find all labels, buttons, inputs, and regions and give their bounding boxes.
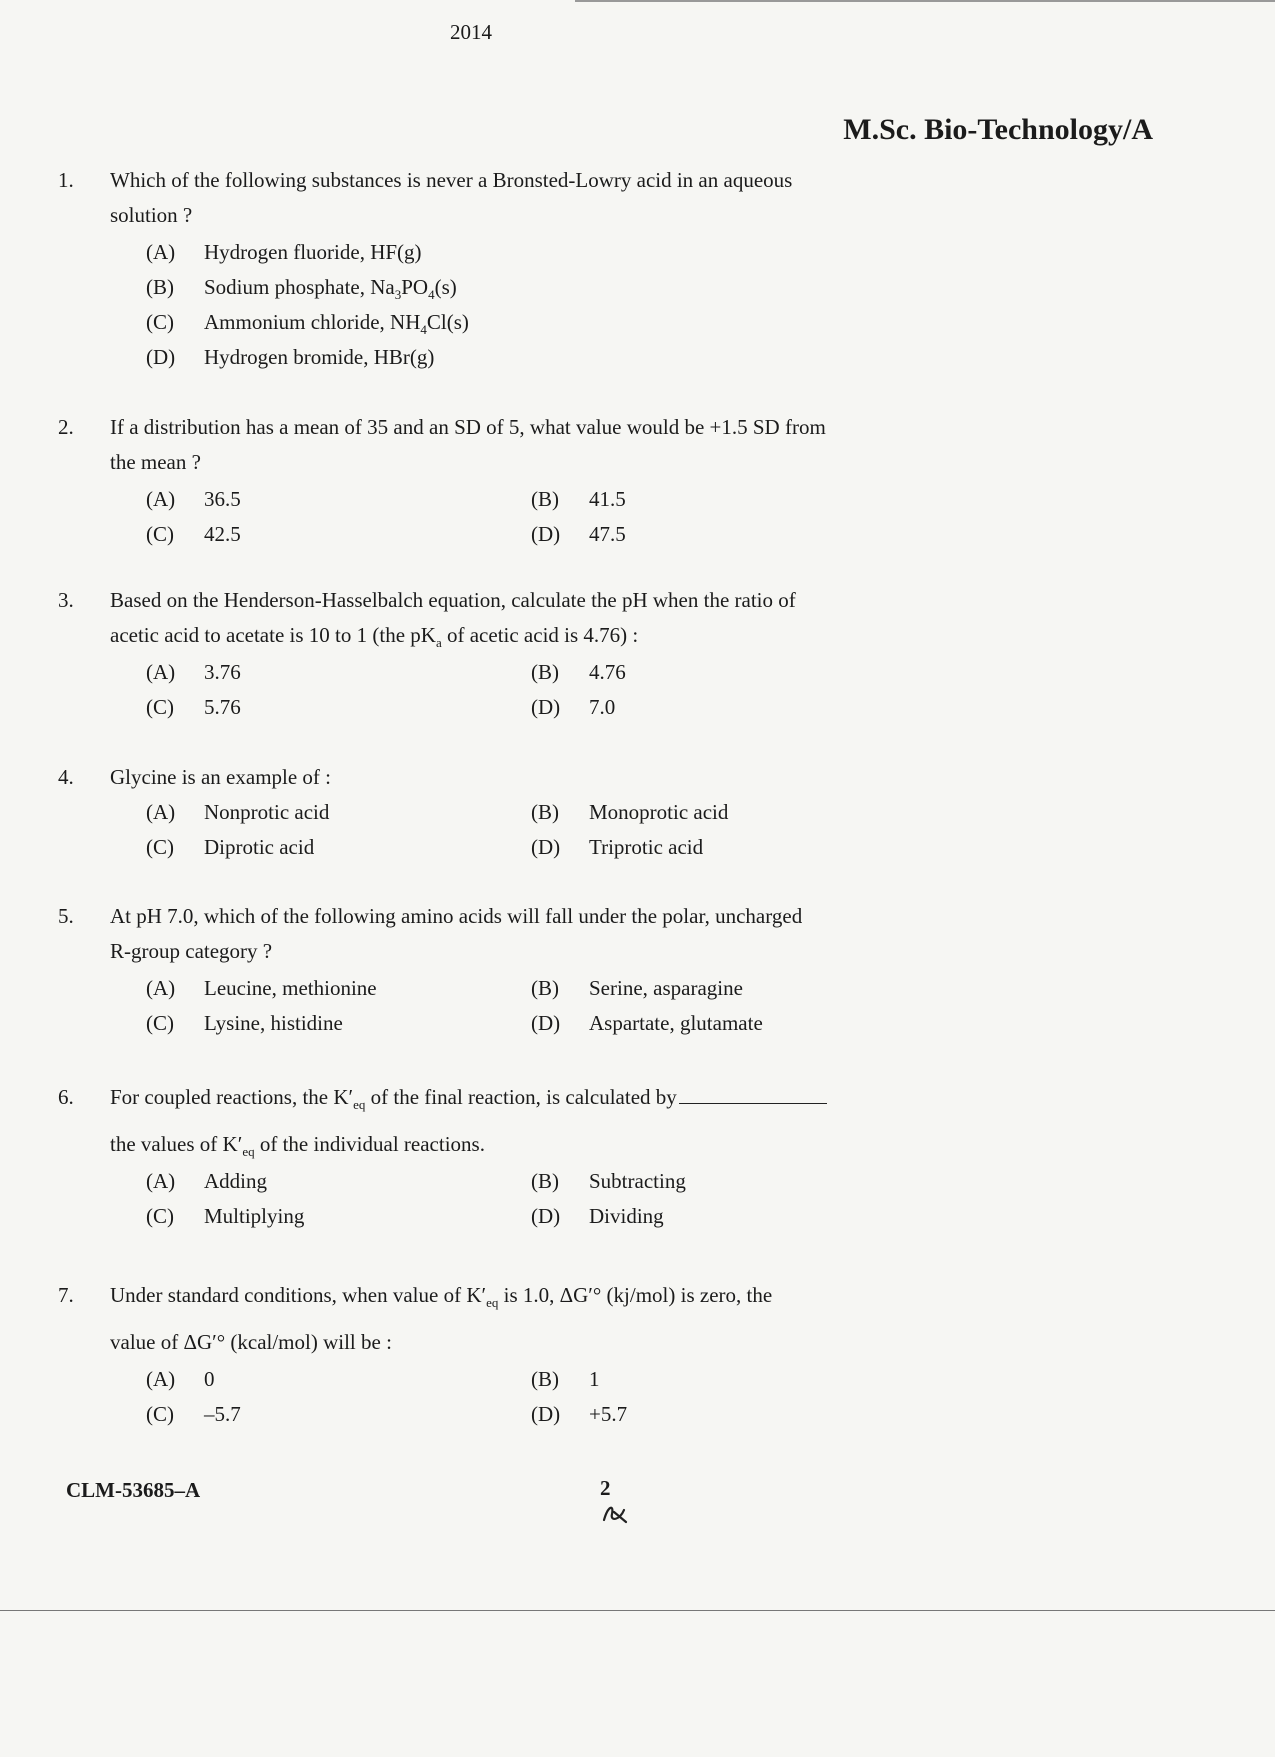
option-c: (C) Diprotic acid <box>146 835 315 859</box>
option-d: (D) Triprotic acid <box>531 835 704 859</box>
page-number: 2 <box>600 1476 611 1500</box>
question-2 <box>58 410 918 552</box>
option-c: (C) 5.76 <box>146 695 241 719</box>
question-1 <box>58 163 918 375</box>
option-c: (C) Ammonium chloride, $NH_4Cl(s)$ <box>146 310 469 338</box>
question-text: Which of the following substances is never a Bronsted-Lowry acid in an aqueous solution ? <box>110 168 793 227</box>
option-b: (B) Monoprotic acid <box>531 800 729 824</box>
option-a: (A) Hydrogen fluoride, HF(g) <box>146 240 422 264</box>
option-c: (C) Multiplying <box>146 1204 305 1228</box>
question-3 <box>58 583 918 725</box>
subject-title: M.Sc. Bio-Technology/A <box>843 113 1153 146</box>
question-text: Glycine is an example of : <box>110 765 332 789</box>
option-b: (B) Serine, asparagine <box>531 976 743 1000</box>
question-number: 1. <box>58 168 74 192</box>
options <box>146 971 918 1041</box>
question-number: 2. <box>58 415 74 439</box>
option-a: (A) Leucine, methionine <box>146 976 377 1000</box>
question-number: 7. <box>58 1283 74 1307</box>
option-a: (A) Adding <box>146 1169 267 1193</box>
option-d: (D) +5.7 <box>531 1402 628 1426</box>
question-text: If a distribution has a mean of 35 and an SD of 5, what value would be +1.5 SD from the mean ? <box>110 415 826 474</box>
option-a: (A) Nonprotic acid <box>146 800 330 824</box>
option-d: (D) 47.5 <box>531 522 626 546</box>
question-6 <box>58 1080 918 1234</box>
option-d: (D) Hydrogen bromide, HBr(g) <box>146 345 435 369</box>
question-7 <box>58 1278 918 1432</box>
options <box>146 655 918 725</box>
question-number: 5. <box>58 904 74 928</box>
question-text: Based on the Henderson-Hasselbalch equation, calculate the pH when the ratio of acetic acid to acetate is 10 to 1 (the $pK_a$ of acetic acid is 4.76) : <box>110 588 796 651</box>
question-number: 3. <box>58 588 74 612</box>
question-number: 6. <box>58 1085 74 1109</box>
question-text: Under standard conditions, when value of $K'_{eq}$ is 1.0, ΔG′° (kj/mol) is zero, the value of ΔG′° (kcal/mol) will be : <box>110 1283 773 1354</box>
option-b: (B) 41.5 <box>531 487 626 511</box>
question-5 <box>58 899 918 1041</box>
question-4 <box>58 760 918 865</box>
options <box>146 795 918 865</box>
paper-code: CLM-53685–A <box>66 1478 201 1502</box>
scan-edge-line <box>575 0 1275 2</box>
option-b: (B) Subtracting <box>531 1169 686 1193</box>
options <box>146 1362 918 1432</box>
options <box>146 482 918 552</box>
option-a: (A) 36.5 <box>146 487 241 511</box>
question-number: 4. <box>58 765 74 789</box>
handwritten-initials-icon <box>600 1500 630 1531</box>
option-d: (D) Dividing <box>531 1204 664 1228</box>
fill-blank <box>679 1081 827 1104</box>
option-b: (B) 4.76 <box>531 660 626 684</box>
options <box>146 1164 918 1234</box>
question-text: For coupled reactions, the $K'_{eq}$ of the final reaction, is calculated by the values of $K'_{eq}$ of the individual reactions. <box>110 1080 918 1162</box>
option-c: (C) Lysine, histidine <box>146 1011 343 1035</box>
page-bottom-rule <box>0 1610 1275 1611</box>
option-a: (A) 3.76 <box>146 660 241 684</box>
option-b: (B) 1 <box>531 1367 600 1391</box>
option-b: (B) Sodium phosphate, $Na_3PO_4(s)$ <box>146 275 457 303</box>
option-d: (D) Aspartate, glutamate <box>531 1011 763 1035</box>
option-d: (D) 7.0 <box>531 695 616 719</box>
option-c: (C) 42.5 <box>146 522 241 546</box>
option-a: (A) 0 <box>146 1367 215 1391</box>
question-text: At pH 7.0, which of the following amino acids will fall under the polar, uncharged R-group category ? <box>110 904 803 963</box>
exam-year: 2014 <box>450 20 492 44</box>
options <box>146 235 918 375</box>
option-c: (C) –5.7 <box>146 1402 241 1426</box>
